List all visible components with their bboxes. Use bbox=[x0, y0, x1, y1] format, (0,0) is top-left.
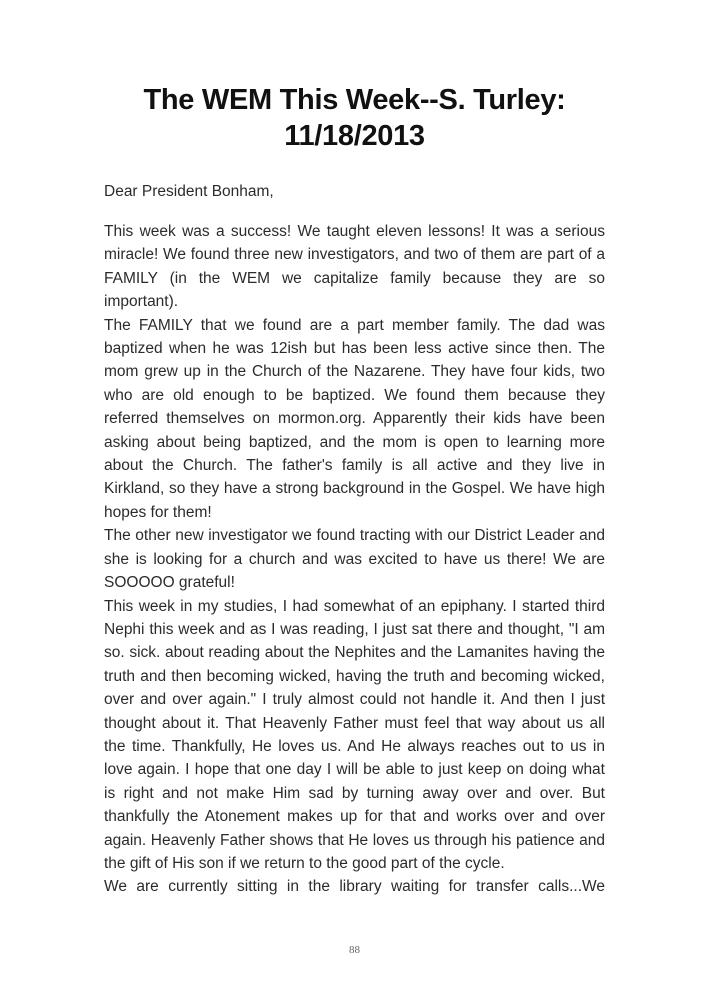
paragraph: We are currently sitting in the library waiting for transfer calls...We bbox=[104, 878, 605, 896]
paragraph: This week in my studies, I had somewhat of an epiphany. I started third Nephi this week and as I was reading, I just sat there and thought, "I am so. sick. about reading about the Nephites and the Lamanites having the truth and then becoming wicked, having the truth and becoming wicked, over and over again." I truly almost could not handle it. And then I just thought about it. That Heavenly Father must feel that way about us all the time. Thankfully, He loves us. And He always reaches out to us in love again. I hope that one day I will be able to just keep on doing what is right and not make Him sad by turning away over and over. But thankfully the Atonement makes up for that and works over and over again. Heavenly Father shows that He loves us through his patience and the gift of His son if we return to the good part of the cycle. bbox=[104, 597, 605, 872]
paragraph: The FAMILY that we found are a part member family. The dad was baptized when he was 12ish but has been less active since then. The mom grew up in the Church of the Nazarene. They have four kids, two who are old enough to be baptized. We found them because they referred themselves on mormon.org. Apparently their kids have been asking about being baptized, and the mom is open to learning more about the Church. The father's family is all active and they live in Kirkland, so they have a strong background in the Gospel. We have high hopes for them! bbox=[104, 316, 605, 521]
page-number: 88 bbox=[349, 944, 360, 956]
paragraph: This week was a success! We taught eleven lessons! It was a serious miracle! We found three new investigators, and two of them are part of a FAMILY (in the WEM we capitalize family because they are so important). bbox=[104, 223, 605, 311]
page-title bbox=[104, 82, 605, 154]
letter-body bbox=[104, 220, 605, 899]
paragraph: The other new investigator we found tracting with our District Leader and she is looking for a church and was excited to have us there! We are SOOOOO grateful! bbox=[104, 527, 605, 592]
page-title-line-2: 11/18/2013 bbox=[284, 120, 425, 152]
salutation: Dear President Bonham, bbox=[104, 183, 274, 200]
page-title-line-1: The WEM This Week--S. Turley: bbox=[143, 84, 566, 116]
